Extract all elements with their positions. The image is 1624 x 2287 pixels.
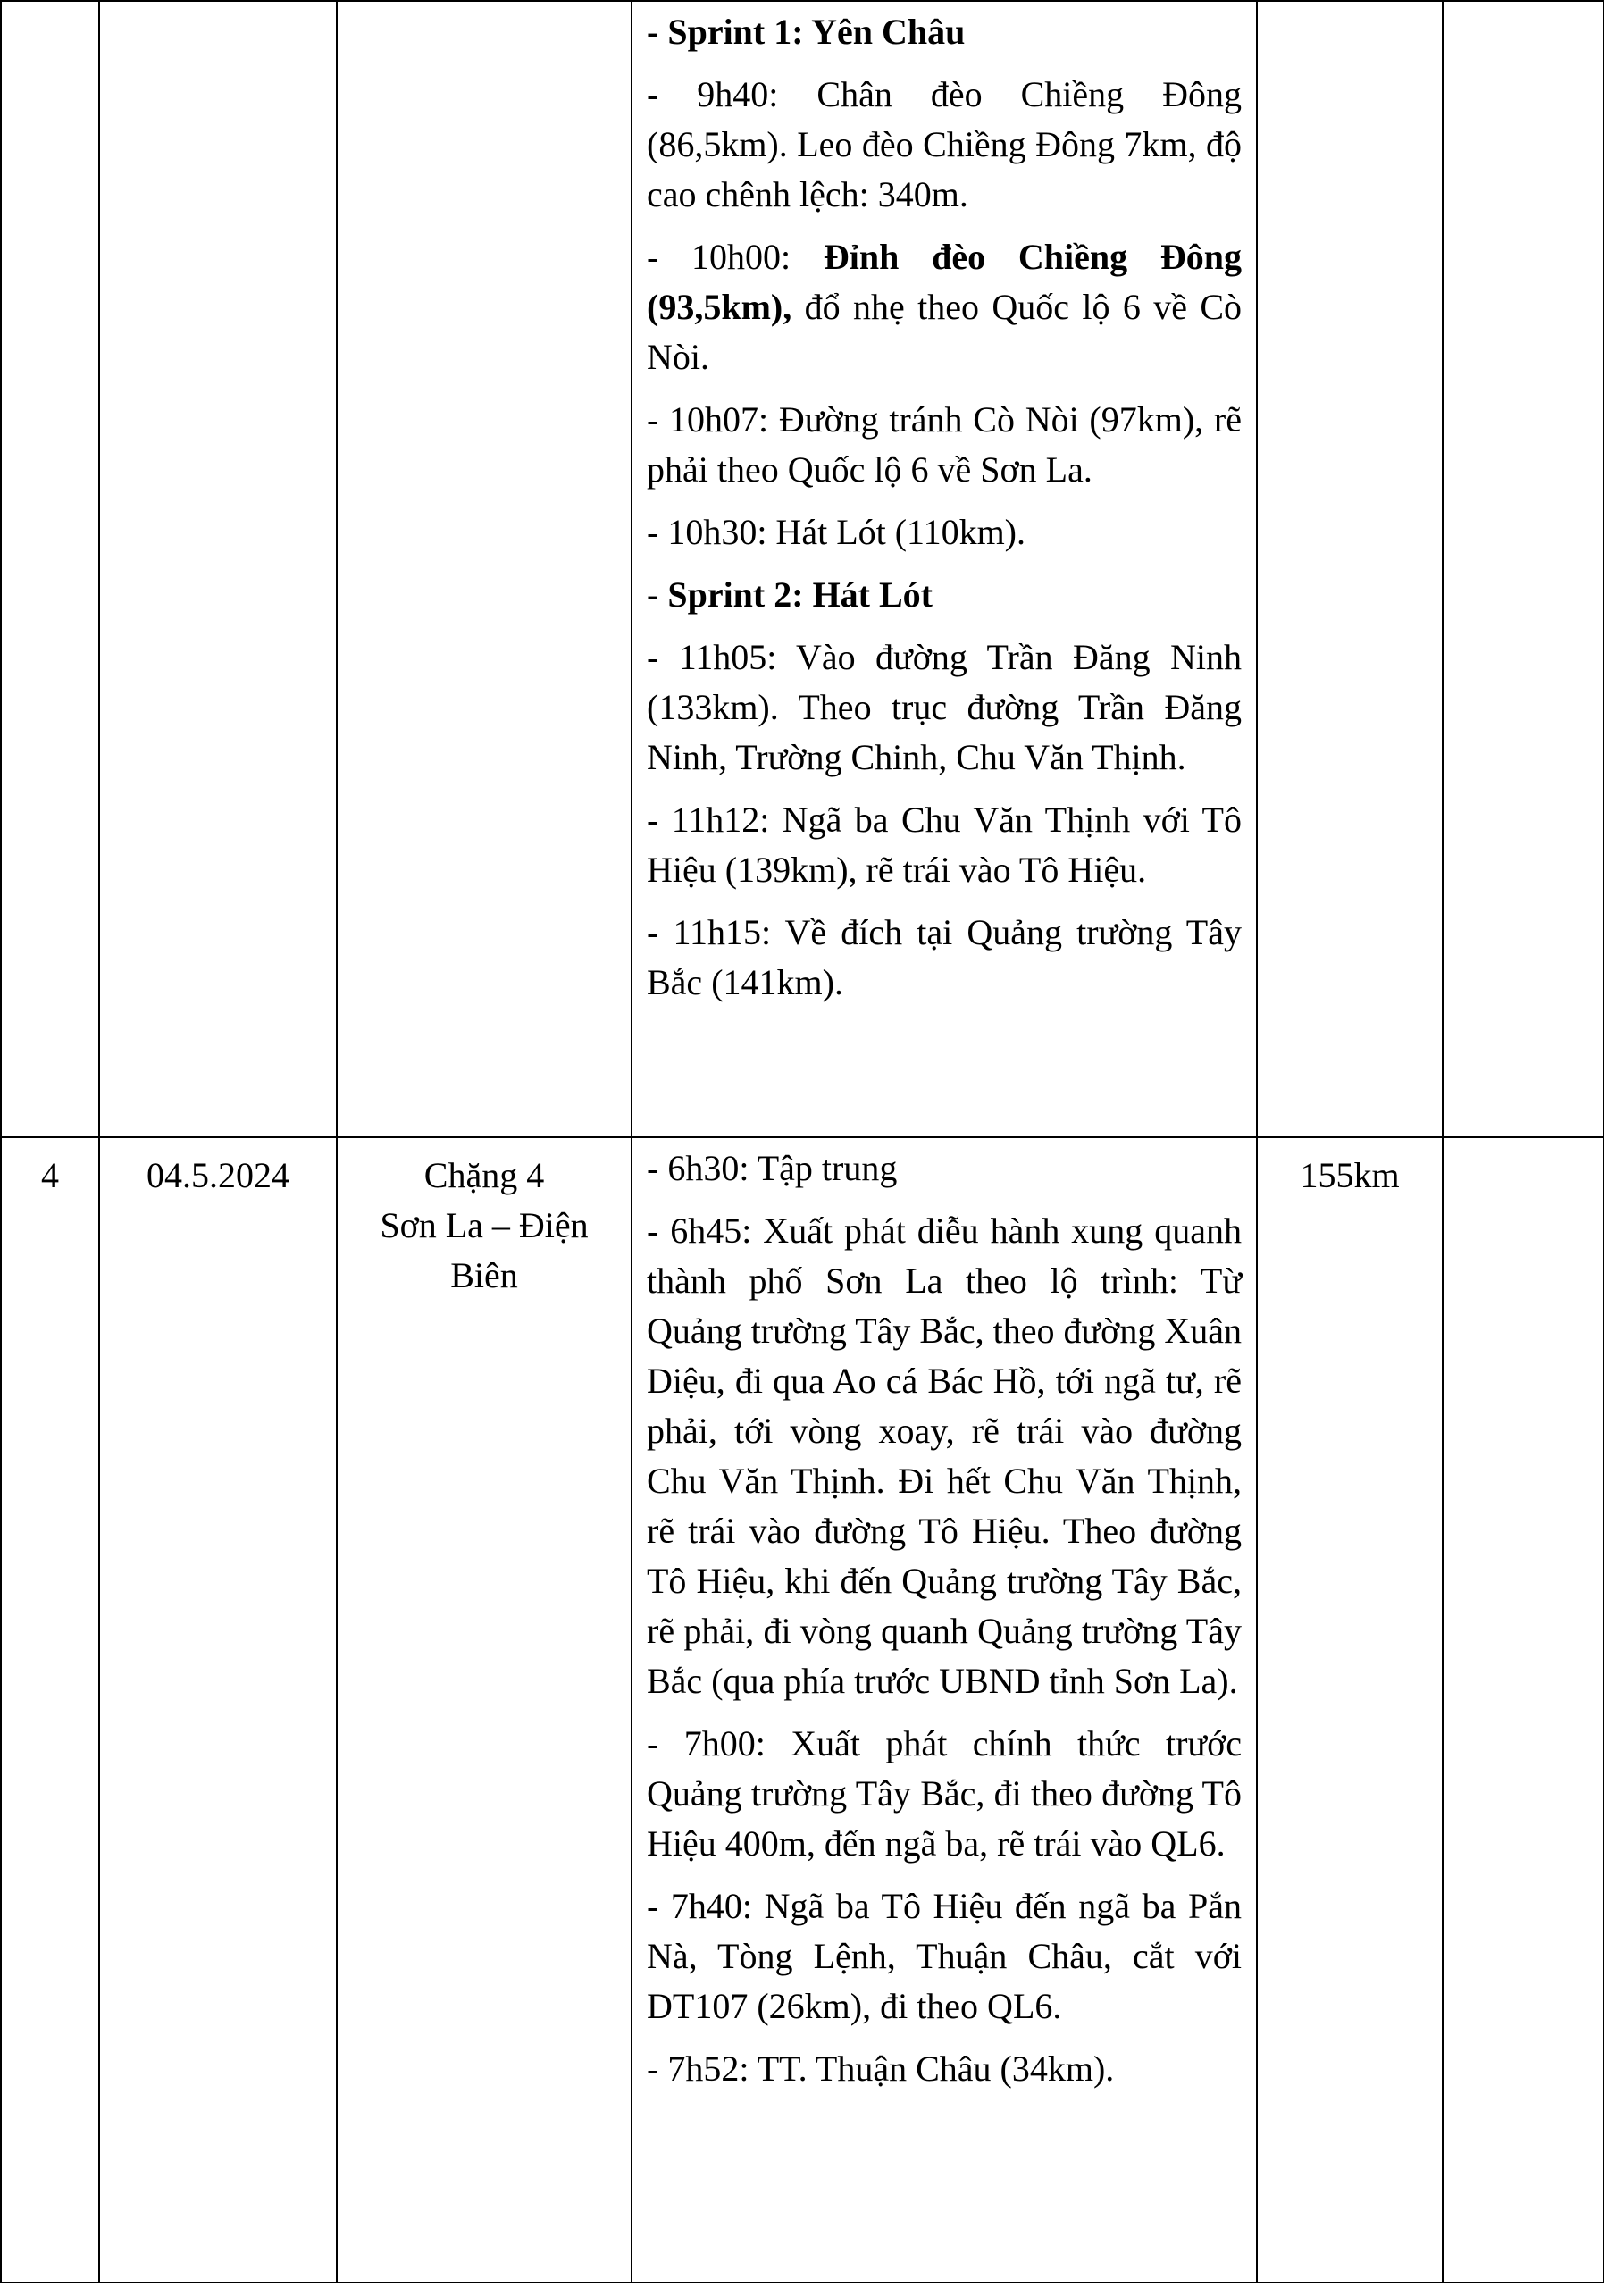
stt-cell: [1, 1137, 99, 2283]
note-value: [1444, 2, 1603, 14]
date-value: 04.5.2024: [146, 1155, 289, 1195]
stage-cell: [337, 1, 632, 1137]
date-cell: [99, 1137, 337, 2283]
stage-cell: [337, 1137, 632, 2283]
content-paragraph: [647, 395, 1242, 495]
content-paragraph: [647, 908, 1242, 1008]
paragraph-text: - 11h05: Vào đường Trần Đăng Ninh (133km). Theo trục đường Trần Đăng Ninh, Trường Chinh, Chu Văn Thịnh.: [647, 637, 1242, 777]
content-paragraph: [647, 1144, 1242, 1194]
paragraph-text: đổ nhẹ theo Quốc lộ 6 về Cò Nòi.: [647, 287, 1242, 377]
distance-cell: [1257, 1, 1443, 1137]
content-paragraph: [647, 1881, 1242, 2031]
note-value: [1444, 1138, 1603, 1151]
content-paragraph: [647, 632, 1242, 783]
bold-text: Đỉnh đèo Chiềng Đông (93,5km),: [647, 237, 1243, 327]
date-cell: [99, 1, 337, 1137]
paragraph-text: - 9h40: Chân đèo Chiềng Đông (86,5km). Leo đèo Chiềng Đông 7km, độ cao chênh lệch: 340m.: [647, 74, 1242, 214]
paragraph-text: - 7h40: Ngã ba Tô Hiệu đến ngã ba Pắn Nà, Tòng Lệnh, Thuận Châu, cắt với DT107 (26km), đi theo QL6.: [647, 1886, 1242, 2026]
paragraph-text: - 7h00: Xuất phát chính thức trước Quảng trường Tây Bắc, đi theo đường Tô Hiệu 400m, đến ngã ba, rẽ trái vào QL6.: [647, 1723, 1242, 1864]
paragraph-text: - 10h30: Hát Lót (110km).: [647, 512, 1026, 552]
paragraph-text: - 7h52: TT. Thuận Châu (34km).: [647, 2048, 1115, 2089]
table-row: [1, 1, 1603, 1137]
content-paragraph: [647, 507, 1242, 557]
stage-value: [338, 1138, 631, 1301]
content-paragraphs: [632, 1138, 1256, 2098]
content-cell: [632, 1, 1257, 1137]
stage-line: Sơn La – Điện: [380, 1205, 589, 1245]
paragraph-text: - 11h15: Về đích tại Quảng trường Tây Bắc (141km).: [647, 912, 1242, 1002]
distance-cell: [1257, 1137, 1443, 2283]
stage-value: [338, 2, 631, 14]
content-paragraph: [647, 2044, 1242, 2094]
content-paragraph: [647, 1206, 1242, 1706]
stt-value: 4: [41, 1155, 59, 1195]
paragraph-text: - 6h30: Tập trung: [647, 1148, 898, 1188]
table-row: [1, 1137, 1603, 2283]
content-paragraph: - Sprint 2: Hát Lót: [647, 574, 933, 615]
paragraph-text: - 10h07: Đường tránh Cò Nòi (97km), rẽ phải theo Quốc lộ 6 về Sơn La.: [647, 399, 1242, 490]
content-paragraphs: [632, 2, 1256, 1011]
content-paragraph: [647, 795, 1242, 895]
content-paragraph: [647, 70, 1242, 220]
paragraph-text: - 6h45: Xuất phát diễu hành xung quanh thành phố Sơn La theo lộ trình: Từ Quảng trường Tây Bắc, theo đường Xuân Diệu, đi qua Ao cá Bác Hồ, tới ngã tư, rẽ phải, tới vòng xoay, rẽ trái vào đường Chu Văn Thịnh. Đi hết Chu Văn Thịnh, rẽ trái vào đường Tô Hiệu. Theo đường Tô Hiệu, khi đến Quảng trường Tây Bắc, rẽ phải, đi vòng quanh Quảng trường Tây Bắc (qua phía trước UBND tỉnh Sơn La).: [647, 1211, 1242, 1701]
date-value: [100, 2, 336, 14]
distance-value: [1258, 2, 1442, 14]
paragraph-text: - 11h12: Ngã ba Chu Văn Thịnh với Tô Hiệu (139km), rẽ trái vào Tô Hiệu.: [647, 800, 1242, 890]
content-paragraph: [647, 1719, 1242, 1869]
stage-line: Biên: [450, 1255, 518, 1295]
content-paragraph: - Sprint 1: Yên Châu: [647, 12, 966, 52]
stt-value: [2, 2, 98, 14]
stt-cell: [1, 1, 99, 1137]
paragraph-text: - 10h00:: [647, 237, 824, 277]
stage-line: Chặng 4: [423, 1155, 545, 1195]
distance-value: 155km: [1300, 1155, 1400, 1195]
note-cell: [1443, 1137, 1603, 2283]
content-cell: [632, 1137, 1257, 2283]
note-cell: [1443, 1, 1603, 1137]
content-paragraph: [647, 232, 1242, 382]
